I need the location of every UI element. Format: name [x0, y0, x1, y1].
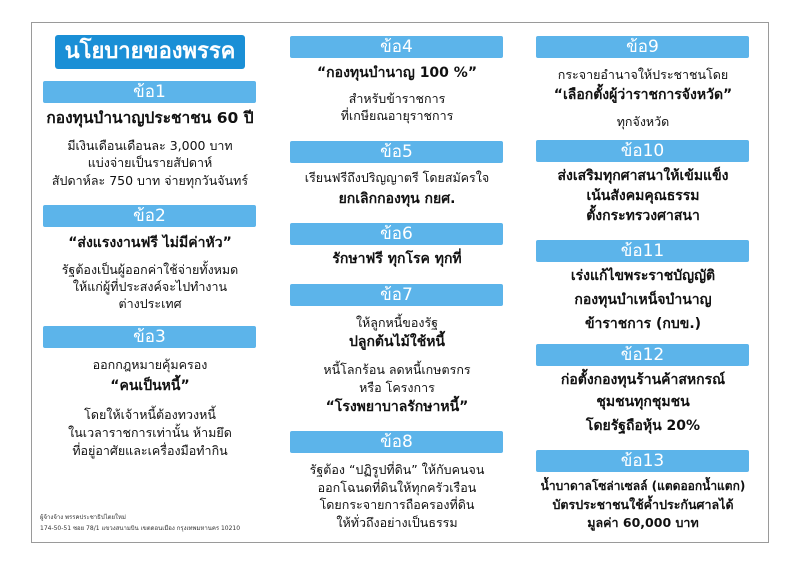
item-5-line-2: ยกเลิกกองทุน กยศ.	[338, 191, 456, 207]
item-5-line-1: เรียนฟรีถึงปริญญาตรี โดยสมัครใจ	[304, 170, 490, 185]
item-11-line-1: เร่งแก้ไขพระราชบัญญัติ	[570, 268, 716, 284]
footer-sponsor: ผู้จ้างจ้าง พรรคประชาธิปไตยใหม่	[40, 514, 126, 521]
item-11-line-2: กองทุนบำเหน็จบำนาญ	[574, 292, 712, 308]
item-4-line-2: สำหรับข้าราชการ	[348, 91, 446, 106]
item-12-line-3: โดยรัฐถือหุ้น 20%	[585, 418, 701, 434]
item-6-line-1: รักษาฟรี ทุกโรค ทุกที่	[332, 251, 462, 267]
item-1-line-2: มีเงินเดือนเดือนละ 3,000 บาท	[67, 138, 233, 153]
item-9-line-3: ทุกจังหวัด	[616, 114, 670, 129]
item-2-line-4: ต่างประเทศ	[118, 296, 182, 311]
item-5-header: ข้อ5	[290, 141, 503, 163]
item-7-line-4: หรือ โครงการ	[359, 380, 435, 395]
item-8-header: ข้อ8	[290, 431, 503, 453]
item-3-line-3: โดยให้เจ้าหนี้ต้องทวงหนี้	[84, 407, 216, 422]
item-3-header: ข้อ3	[43, 326, 256, 348]
item-12-line-1: ก่อตั้งกองทุนร้านค้าสหกรณ์	[560, 372, 726, 388]
item-10-line-2: เน้นสังคมคุณธรรม	[586, 188, 700, 204]
item-6-header: ข้อ6	[290, 223, 503, 245]
item-13-line-1: น้ำบาดาลโซล่าเซลล์ (แตดออกน้ำแตก)	[540, 479, 746, 493]
item-3-line-2: “คนเป็นหนี้”	[110, 378, 190, 394]
item-12-line-2: ชุมชนทุกชุมชน	[596, 394, 690, 410]
item-1-header: ข้อ1	[43, 81, 256, 103]
item-2-line-2: รัฐต้องเป็นผู้ออกค่าใช้จ่ายทั้งหมด	[61, 262, 239, 277]
item-7-line-3: หนี้โลกร้อน ลดหนี้เกษตรกร	[323, 362, 471, 377]
item-1-line-4: สัปดาห์ละ 750 บาท จ่ายทุกวันจันทร์	[51, 173, 249, 188]
item-11-header: ข้อ11	[536, 240, 749, 262]
item-8-line-4: ให้ทั่วถึงอย่างเป็นธรรม	[336, 515, 458, 530]
page-title: นโยบายของพรรค	[55, 35, 245, 69]
item-12-header: ข้อ12	[536, 344, 749, 366]
item-2-line-1: “ส่งแรงงานฟรี ไม่มีค่าหัว”	[68, 235, 232, 251]
item-3-line-1: ออกกฎหมายคุ้มครอง	[92, 357, 208, 372]
item-4-header: ข้อ4	[290, 36, 503, 58]
item-8-line-3: โดยกระจายการถือครองที่ดิน	[319, 497, 475, 512]
item-1-line-3: แบ่งจ่ายเป็นรายสัปดาห์	[87, 155, 213, 170]
item-9-line-1: กระจายอำนาจให้ประชาชนโดย	[557, 67, 729, 82]
item-2-header: ข้อ2	[43, 205, 256, 227]
item-4-line-1: “กองทุนบำนาญ 100 %”	[316, 65, 478, 81]
item-9-header: ข้อ9	[536, 36, 749, 58]
item-11-line-3: ข้าราชการ (กบข.)	[584, 316, 702, 332]
item-10-line-1: ส่งเสริมทุกศาสนาให้เข้มแข็ง	[557, 168, 729, 184]
item-7-line-2: ปลูกต้นไม้ใช้หนี้	[348, 334, 445, 350]
item-13-line-3: มูลค่า 60,000 บาท	[587, 515, 699, 530]
item-7-header: ข้อ7	[290, 284, 503, 306]
item-7-line-5: “โรงพยาบาลรักษาหนี้”	[325, 399, 469, 415]
item-10-header: ข้อ10	[536, 140, 749, 162]
item-13-line-2: บัตรประชาชนใช้ค้ำประกันศาลได้	[552, 497, 734, 512]
item-7-line-1: ให้ลูกหนี้ของรัฐ	[355, 315, 439, 330]
item-4-line-3: ที่เกษียณอายุราชการ	[340, 108, 454, 123]
footer-address: 174-50-51 ซอย 78/1 แขวงสนามบิน เขตดอนเมือง กรุงเทพมหานคร 10210	[40, 525, 241, 532]
item-8-line-1: รัฐต้อง “ปฏิรูปที่ดิน” ให้กับคนจน	[309, 462, 485, 477]
item-10-line-3: ตั้งกระทรวงศาสนา	[586, 208, 700, 224]
item-2-line-3: ให้แก่ผู้ที่ประสงค์จะไปทำงาน	[72, 279, 228, 294]
item-13-header: ข้อ13	[536, 450, 749, 472]
item-3-line-5: ที่อยู่อาศัยและเครื่องมือทำกิน	[72, 443, 228, 458]
item-8-line-2: ออกโฉนดที่ดินให้ทุกครัวเรือน	[317, 480, 477, 495]
item-1-line-1: กองทุนบำนาญประชาชน 60 ปี	[46, 109, 254, 127]
item-3-line-4: ในเวลาราชการเท่านั้น ห้ามยึด	[68, 425, 232, 440]
item-9-line-2: “เลือกตั้งผู้ว่าราชการจังหวัด”	[553, 87, 733, 103]
